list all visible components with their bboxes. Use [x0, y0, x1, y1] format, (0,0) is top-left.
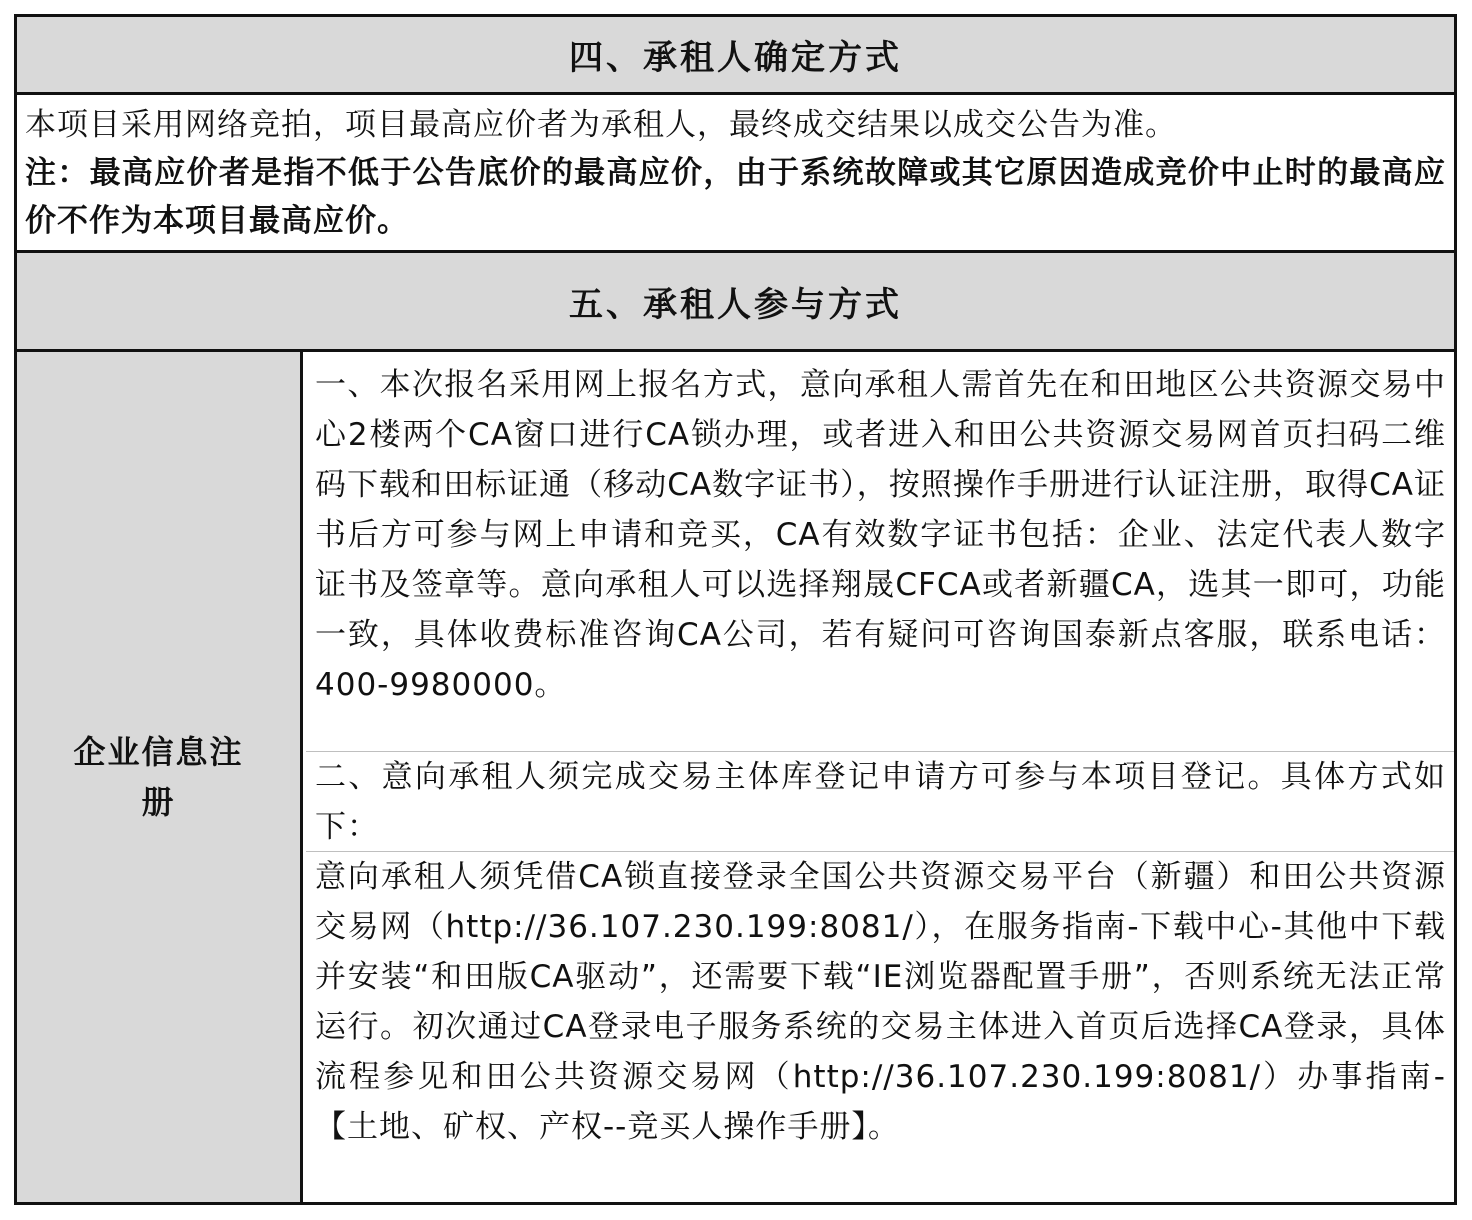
section-4-note: 注：最高应价者是指不低于公告底价的最高应价，由于系统故障或其它原因造成竞价中止时的最高应价不作为本项目最高应价。	[25, 155, 1446, 239]
paragraph-3: 意向承租人须凭借CA锁直接登录全国公共资源交易平台（新疆）和田公共资源交易网（http://36.107.230.199:8081/），在服务指南-下载中心-其他中下载并安装“和田版CA驱动”，还需要下载“IE浏览器配置手册”，否则系统无法正常运行。初次通过CA登录电子服务系统的交易主体进入首页后选择CA登录，具体流程参见和田公共资源交易网（http://36.107.230.199:8081/）办事指南-【土地、矿权、产权--竞买人操作手册】。	[315, 859, 1446, 1145]
row-label: 企业信息注册	[73, 733, 244, 821]
section-4-header	[17, 17, 1454, 95]
row-label-cell	[17, 352, 303, 1202]
section-4-text: 本项目采用网络竞拍，项目最高应价者为承租人，最终成交结果以成交公告为准。	[25, 107, 1177, 143]
section-5-row	[17, 352, 1454, 1202]
paragraph-1: 一、本次报名采用网上报名方式，意向承租人需首先在和田地区公共资源交易中心2楼两个CA窗口进行CA锁办理，或者进入和田公共资源交易网首页扫码二维码下载和田标证通（移动CA数字证书），按照操作手册进行认证注册，取得CA证书后方可参与网上申请和竞买，CA有效数字证书包括：企业、法定代表人数字证书及签章等。意向承租人可以选择翔晟CFCA或者新疆CA，选其一即可，功能一致，具体收费标准咨询CA公司，若有疑问可咨询国泰新点客服，联系电话：400-9980000。	[306, 352, 1454, 752]
section-5-header	[17, 250, 1454, 352]
paragraph-2: 二、意向承租人须完成交易主体库登记申请方可参与本项目登记。具体方式如下：	[306, 752, 1454, 852]
document-table	[14, 14, 1457, 1205]
section-4-body	[17, 95, 1454, 250]
section-4-title: 四、承租人确定方式	[569, 38, 902, 78]
row-content-cell	[306, 352, 1454, 1202]
section-5-title: 五、承租人参与方式	[569, 284, 902, 325]
